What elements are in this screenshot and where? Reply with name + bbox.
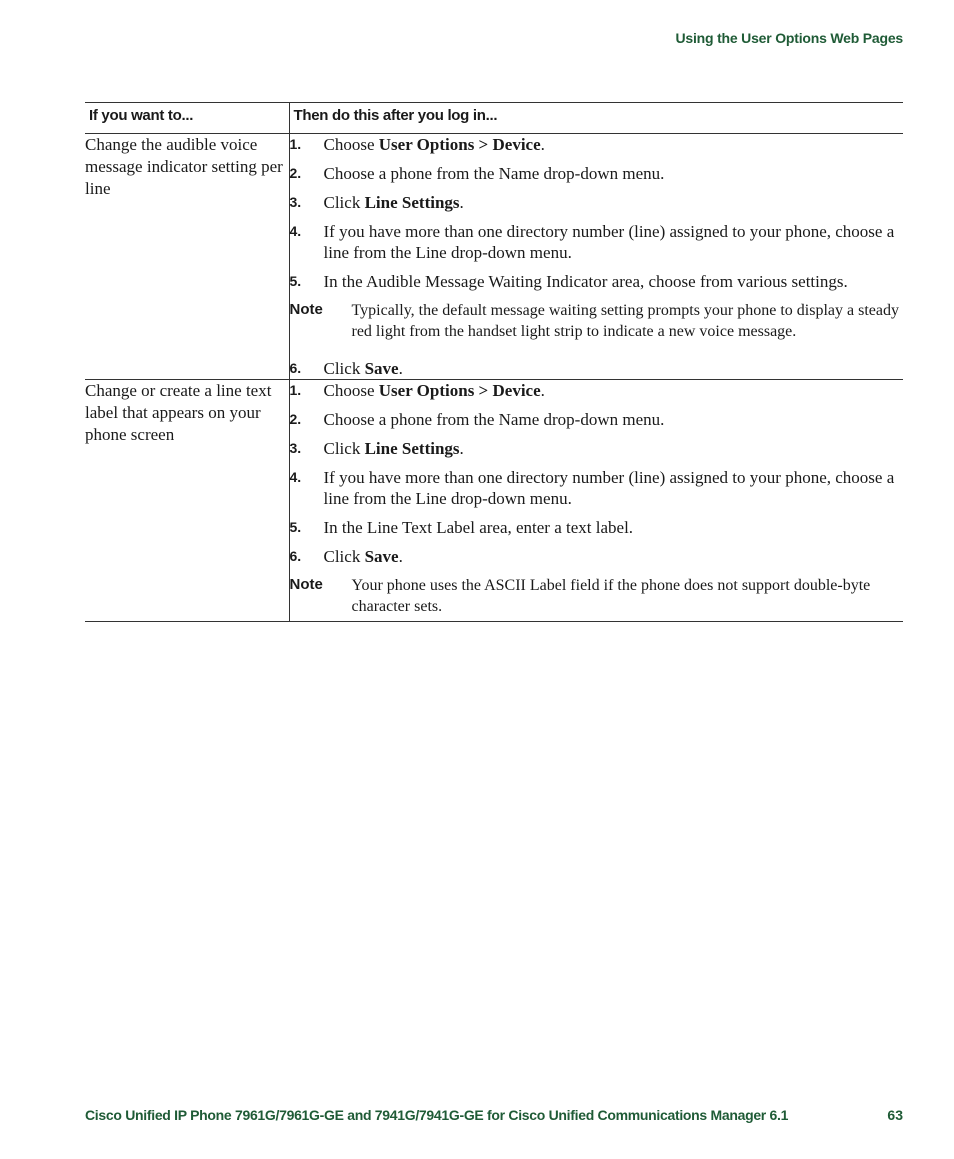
page-number: 63 [887,1107,903,1123]
step-text: Click Line Settings. [323,439,464,458]
step-list [290,358,904,379]
procedure-table [85,102,903,622]
step-item [290,358,904,379]
steps-cell [289,380,903,622]
step-list [290,380,904,567]
table-header-row [85,103,903,134]
note-label: Note [289,576,323,593]
ui-path: User Options > Device [378,135,541,154]
step-number: 2. [289,165,302,181]
header-want: If you want to... [85,103,289,134]
header-then: Then do this after you log in... [289,103,903,134]
note-text: Typically, the default message waiting setting prompts your phone to display a steady red light from the handset light strip to indicate a new voice message. [351,302,899,340]
step-text: Choose User Options > Device. [323,381,545,400]
step-item [290,192,904,213]
step-item [290,271,904,292]
table-row [85,380,903,622]
step-item [290,134,904,155]
step-item [290,409,904,430]
steps-cell [289,134,903,380]
note-text: Your phone uses the ASCII Label field if the phone does not support double-byte character sets. [351,577,871,615]
ui-path: Save [364,359,399,378]
step-text: Click Line Settings. [323,193,464,212]
step-number: 5. [289,273,302,289]
step-text: In the Line Text Label area, enter a text label. [323,518,634,537]
step-item [290,163,904,184]
want-cell: Change or create a line text label that appears on your phone screen [85,380,289,622]
step-item [290,546,904,567]
step-number: 6. [289,360,302,376]
step-text: If you have more than one directory number (line) assigned to your phone, choose a line from the Line drop-down menu. [323,222,895,262]
note-block [290,575,904,617]
ui-path: User Options > Device [378,381,541,400]
table-row [85,134,903,380]
ui-path: Line Settings [364,439,460,458]
step-item [290,517,904,538]
step-number: 3. [289,194,302,210]
step-number: 3. [289,440,302,456]
want-cell: Change the audible voice message indicator setting per line [85,134,289,380]
step-text: Choose a phone from the Name drop-down menu. [323,164,665,183]
step-number: 5. [289,519,302,535]
step-item [290,467,904,509]
step-item [290,380,904,401]
step-item [290,438,904,459]
ui-path: Line Settings [364,193,460,212]
step-text: In the Audible Message Waiting Indicator area, choose from various settings. [323,272,848,291]
step-text: Click Save. [323,359,403,378]
step-number: 4. [289,469,302,485]
ui-path: Save [364,547,399,566]
note-label: Note [289,301,323,318]
step-number: 2. [289,411,302,427]
step-number: 4. [289,223,302,239]
step-number: 6. [289,548,302,564]
step-text: Choose a phone from the Name drop-down menu. [323,410,665,429]
step-list [290,134,904,292]
step-number: 1. [289,136,302,152]
step-item [290,221,904,263]
running-header: Using the User Options Web Pages [675,30,903,46]
step-text: If you have more than one directory number (line) assigned to your phone, choose a line from the Line drop-down menu. [323,468,895,508]
step-text: Choose User Options > Device. [323,135,545,154]
step-text: Click Save. [323,547,403,566]
footer-title: Cisco Unified IP Phone 7961G/7961G-GE and 7941G/7941G-GE for Cisco Unified Communications Manager 6.1 [85,1107,789,1123]
step-number: 1. [289,382,302,398]
note-block [290,300,904,342]
